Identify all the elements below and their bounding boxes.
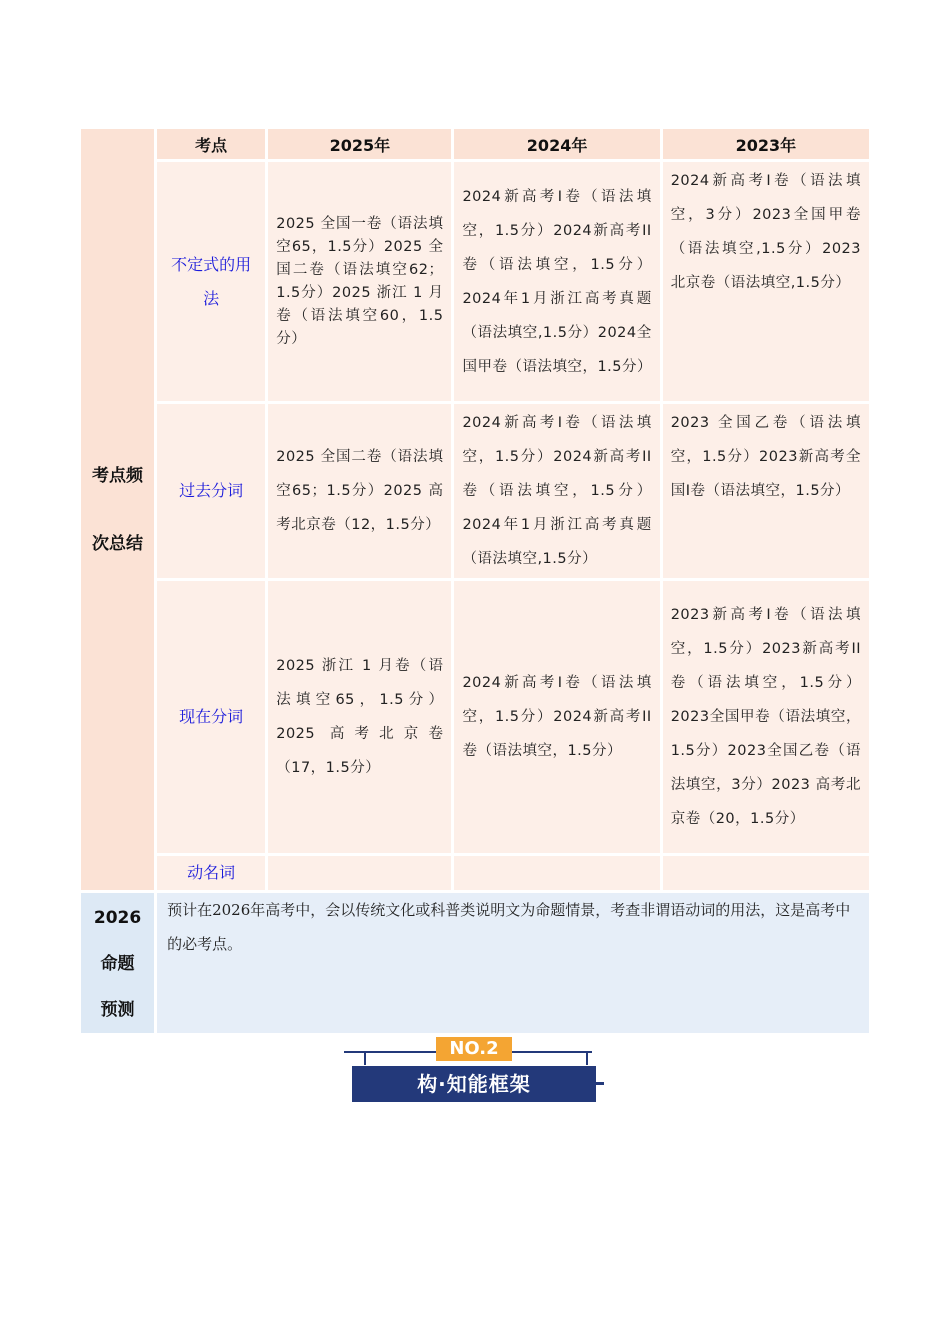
header-2024: 2024年 bbox=[454, 129, 659, 159]
cell-2024 bbox=[454, 856, 659, 890]
header-2023: 2023年 bbox=[663, 129, 869, 159]
prediction-text: 预计在2026年高考中，会以传统文化或科普类说明文为命题情景，考查非谓语动词的用法，这是高考中的必考点。 bbox=[157, 893, 869, 1033]
cell-2024: 2024新高考Ⅰ卷（语法填空，1.5分）2024新高考II 卷（语法填空，1.5分） bbox=[454, 581, 659, 853]
topic-present-participle: 现在分词 bbox=[157, 581, 265, 853]
header-2025: 2025年 bbox=[268, 129, 451, 159]
table-row bbox=[81, 404, 869, 578]
banner-tick-right bbox=[586, 1051, 588, 1065]
prediction-row bbox=[81, 893, 869, 1033]
header-topic: 考点 bbox=[157, 129, 265, 159]
topic-infinitive: 不定式的用 法 bbox=[157, 162, 265, 401]
banner-tail bbox=[596, 1082, 604, 1085]
header-row bbox=[81, 129, 869, 159]
cell-2025: 2025 全国二卷（语法填空65；1.5分）2025 高考北京卷（12，1.5分） bbox=[268, 404, 451, 578]
cell-2025: 2025 浙江 1 月卷（语法填空65，1.5分）2025 高考北京卷（17，1.5分） bbox=[268, 581, 451, 853]
topic-past-participle: 过去分词 bbox=[157, 404, 265, 578]
cell-2025 bbox=[268, 856, 451, 890]
table-row bbox=[81, 581, 869, 853]
table-row bbox=[81, 162, 869, 401]
section-title: 构·知能框架 bbox=[352, 1066, 596, 1102]
cell-2024: 2024新高考Ⅰ卷（语法填空，1.5分）2024新高考II 卷（语法填空，1.5分）2024年1月浙江高考真题（语法填空,1.5分） bbox=[454, 404, 659, 578]
table-row bbox=[81, 856, 869, 890]
section-number: NO.2 bbox=[436, 1037, 512, 1061]
prediction-side-label: 2026 命题 预测 bbox=[81, 893, 154, 1033]
cell-2023: 2024新高考Ⅰ卷（语法填空，3分）2023全国甲卷（语法填空,1.5分）2023 北京卷（语法填空,1.5分） bbox=[663, 162, 869, 401]
exam-summary-table bbox=[78, 126, 872, 1036]
cell-2023: 2023新高考Ⅰ卷（语法填空，1.5分）2023新高考II 卷（语法填空，1.5分）2023全国甲卷（语法填空，1.5分）2023全国乙卷（语法填空，3分）2023 高考北京卷（20，1.5分） bbox=[663, 581, 869, 853]
topic-gerund: 动名词 bbox=[157, 856, 265, 890]
section-banner bbox=[344, 1036, 604, 1106]
cell-2024: 2024新高考Ⅰ卷（语法填空，1.5分）2024新高考II 卷（语法填空，1.5分）2024年1月浙江高考真题（语法填空,1.5分）2024全国甲卷（语法填空，1.5分） bbox=[454, 162, 659, 401]
summary-side-label: 考点频 次总结 bbox=[81, 129, 154, 890]
cell-2023: 2023 全国乙卷（语法填空，1.5分）2023新高考全国Ⅰ卷（语法填空，1.5分） bbox=[663, 404, 869, 578]
cell-2025: 2025 全国一卷（语法填空65，1.5分）2025 全国二卷（语法填空62；1.5分）2025 浙江 1 月卷（语法填空60，1.5分） bbox=[268, 162, 451, 401]
banner-tick-left bbox=[364, 1051, 366, 1065]
cell-2023 bbox=[663, 856, 869, 890]
